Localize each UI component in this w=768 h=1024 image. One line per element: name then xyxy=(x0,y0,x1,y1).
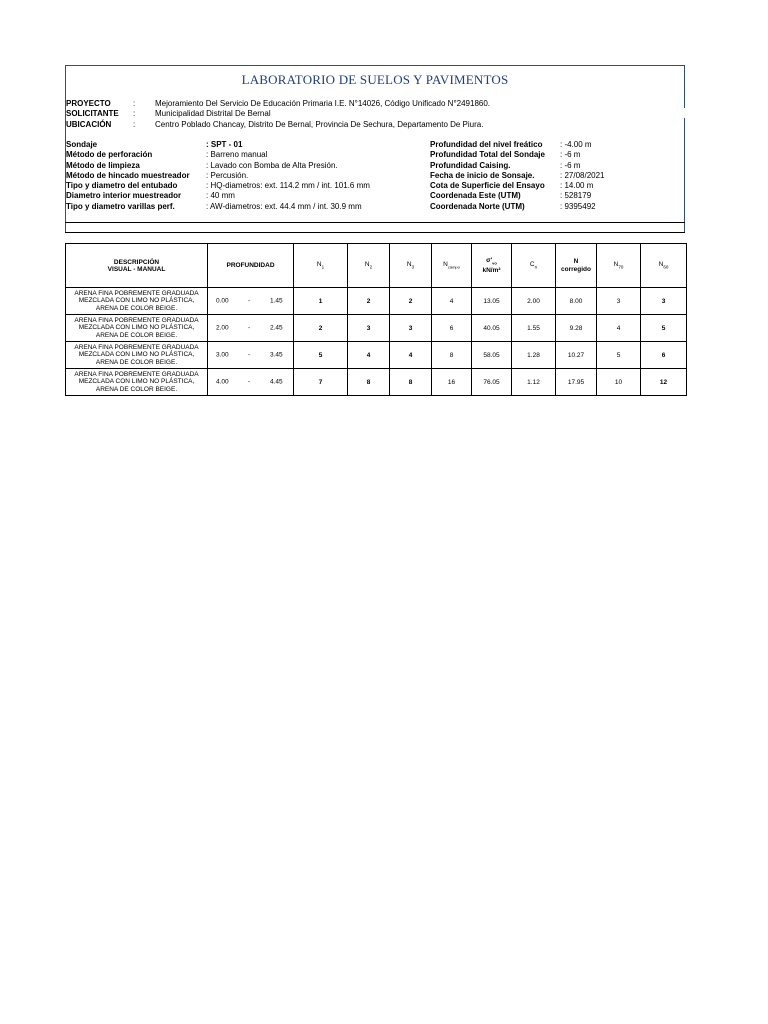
spec-key: Sondaje xyxy=(66,140,98,149)
table-header-row xyxy=(66,244,687,288)
spec-value: : AW-diametros: ext. 44.4 mm / int. 30.9 mm xyxy=(206,201,362,211)
spec-key: Diametro interior muestreador xyxy=(66,191,182,201)
spec-value: : 9395492 xyxy=(560,201,596,211)
spec-key: Profundidad Caising. xyxy=(430,160,511,170)
header-sigma: $\sigma'_{vo}$ kN/m² xyxy=(472,244,512,288)
cell-n60: 6 xyxy=(641,342,687,369)
spt-results-table xyxy=(65,243,687,396)
cell-descripcion: ARENA FINA POBREMENTE GRADUADA MEZCLADA CON LIMO NO PLÁSTICA, ARENA DE COLOR BEIGE. xyxy=(66,369,208,396)
cell-sigma: 58.05 xyxy=(472,342,512,369)
cell-descripcion: ARENA FINA POBREMENTE GRADUADA MEZCLADA CON LIMO NO PLÁSTICA, ARENA DE COLOR BEIGE. xyxy=(66,288,208,315)
info-value: Centro Poblado Chancay, Distrito De Bernal, Provincia De Sechura, Departamento De Piura. xyxy=(155,120,484,129)
header-n2: $N_2$ xyxy=(348,244,390,288)
cell-ncampo: 16 xyxy=(432,369,472,396)
cell-n3: 4 xyxy=(390,342,432,369)
cell-descripcion: ARENA FINA POBREMENTE GRADUADA MEZCLADA CON LIMO NO PLÁSTICA, ARENA DE COLOR BEIGE. xyxy=(66,342,208,369)
header-ncorregido: N corregido xyxy=(556,244,597,288)
spec-row xyxy=(430,171,685,181)
spec-left-block xyxy=(66,140,426,212)
cell-cn: 2.00 xyxy=(512,288,556,315)
table-row xyxy=(66,369,687,396)
table-row xyxy=(66,342,687,369)
spec-row xyxy=(66,140,426,150)
cell-n60: 3 xyxy=(641,288,687,315)
spec-value: : 14.00 m xyxy=(560,181,594,191)
spec-row xyxy=(66,171,426,181)
spec-value: : SPT - 01 xyxy=(206,140,243,149)
info-value: Mejoramiento Del Servicio De Educación Primaria I.E. N°14026, Código Unificado N°2491860. xyxy=(155,99,491,108)
report-title: LABORATORIO DE SUELOS Y PAVIMENTOS xyxy=(241,72,509,87)
cell-ncampo: 4 xyxy=(432,288,472,315)
cell-profundidad: 2.00 - 2.45 xyxy=(208,315,294,342)
spec-key: Coordenada Este (UTM) xyxy=(430,191,521,201)
cell-n2: 8 xyxy=(348,369,390,396)
header-ncampo: $N_{campo}$ xyxy=(432,244,472,288)
divider-line xyxy=(65,222,685,223)
spec-key: Método de perforación xyxy=(66,150,153,160)
header-n3: $N_3$ xyxy=(390,244,432,288)
cell-n70: 10 xyxy=(597,369,641,396)
cell-cn: 1.55 xyxy=(512,315,556,342)
cell-sigma: 76.05 xyxy=(472,369,512,396)
spec-value: : HQ-diametros: ext. 114.2 mm / int. 101.6 mm xyxy=(206,181,370,191)
header-descripcion: DESCRIPCIÓN VISUAL - MANUAL xyxy=(66,244,208,288)
cell-n3: 8 xyxy=(390,369,432,396)
spec-key: Método de limpieza xyxy=(66,160,140,170)
cell-ncorregido: 9.28 xyxy=(556,315,597,342)
cell-sigma: 13.05 xyxy=(472,288,512,315)
spec-row xyxy=(430,202,685,212)
spec-value: : Lavado con Bomba de Alta Presión. xyxy=(206,160,338,170)
spec-key: Método de hincado muestreador xyxy=(66,170,190,180)
spec-row xyxy=(430,181,685,191)
cell-profundidad: 4.00 - 4.45 xyxy=(208,369,294,396)
spec-value: : 40 mm xyxy=(206,191,235,201)
spec-row xyxy=(66,202,426,212)
spec-row xyxy=(66,191,426,201)
spec-row xyxy=(66,150,426,160)
header-n1: $N_1$ xyxy=(294,244,348,288)
info-value: Municipalidad Distrital De Bernal xyxy=(155,109,271,118)
spec-key: Profundidad del nivel freático xyxy=(430,140,543,149)
info-colon: : xyxy=(133,120,136,129)
cell-n2: 3 xyxy=(348,315,390,342)
cell-ncampo: 6 xyxy=(432,315,472,342)
cell-n60: 5 xyxy=(641,315,687,342)
spec-value: : -4.00 m xyxy=(560,140,592,149)
cell-descripcion: ARENA FINA POBREMENTE GRADUADA MEZCLADA CON LIMO NO PLÁSTICA, ARENA DE COLOR BEIGE. xyxy=(66,315,208,342)
header-profundidad: PROFUNDIDAD xyxy=(208,244,294,288)
spec-value: : Barreno manual xyxy=(206,150,268,160)
info-label: UBICACIÓN xyxy=(66,120,112,129)
cell-ncampo: 8 xyxy=(432,342,472,369)
info-colon: : xyxy=(133,99,136,108)
spec-row xyxy=(430,140,685,150)
spec-key: Coordenada Norte (UTM) xyxy=(430,201,525,211)
cell-n2: 2 xyxy=(348,288,390,315)
cell-cn: 1.28 xyxy=(512,342,556,369)
table-row xyxy=(66,315,687,342)
spec-key: Tipo y diametro del entubado xyxy=(66,181,178,191)
spec-value: : 27/08/2021 xyxy=(560,170,605,180)
spec-row xyxy=(66,181,426,191)
cell-n3: 2 xyxy=(390,288,432,315)
cell-profundidad: 3.00 - 3.45 xyxy=(208,342,294,369)
spec-value: : 528179 xyxy=(560,191,592,201)
cell-n1: 5 xyxy=(294,342,348,369)
spec-row xyxy=(66,161,426,171)
cell-n60: 12 xyxy=(641,369,687,396)
spec-value: : Percusión. xyxy=(206,170,249,180)
cell-ncorregido: 10.27 xyxy=(556,342,597,369)
spec-key: Fecha de inicio de Sonsaje. xyxy=(430,170,535,180)
spec-key: Profundidad Total del Sondaje xyxy=(430,150,545,160)
info-colon: : xyxy=(133,109,136,118)
cell-n1: 1 xyxy=(294,288,348,315)
cell-n3: 3 xyxy=(390,315,432,342)
divider-line xyxy=(65,232,685,233)
info-label: SOLICITANTE xyxy=(66,109,119,118)
spec-right-block xyxy=(430,140,685,212)
cell-n1: 7 xyxy=(294,369,348,396)
cell-profundidad: 0.00 - 1.45 xyxy=(208,288,294,315)
spec-value: : -6 m xyxy=(560,160,581,170)
cell-sigma: 40.05 xyxy=(472,315,512,342)
spec-key: Tipo y diametro varillas perf. xyxy=(66,201,175,211)
header-n70: $N_{70}$ xyxy=(597,244,641,288)
spec-value: : -6 m xyxy=(560,150,581,160)
spec-row xyxy=(430,161,685,171)
cell-n70: 5 xyxy=(597,342,641,369)
header-cn: $C_n$ xyxy=(512,244,556,288)
cell-n70: 4 xyxy=(597,315,641,342)
cell-ncorregido: 17.95 xyxy=(556,369,597,396)
cell-ncorregido: 8.00 xyxy=(556,288,597,315)
info-label: PROYECTO xyxy=(66,99,111,108)
cell-n1: 2 xyxy=(294,315,348,342)
spec-row xyxy=(430,191,685,201)
header-n60: $N_{60}$ xyxy=(641,244,687,288)
spec-row xyxy=(430,150,685,160)
cell-n70: 3 xyxy=(597,288,641,315)
table-row xyxy=(66,288,687,315)
spec-key: Cota de Superficie del Ensayo xyxy=(430,181,545,191)
cell-cn: 1.12 xyxy=(512,369,556,396)
cell-n2: 4 xyxy=(348,342,390,369)
